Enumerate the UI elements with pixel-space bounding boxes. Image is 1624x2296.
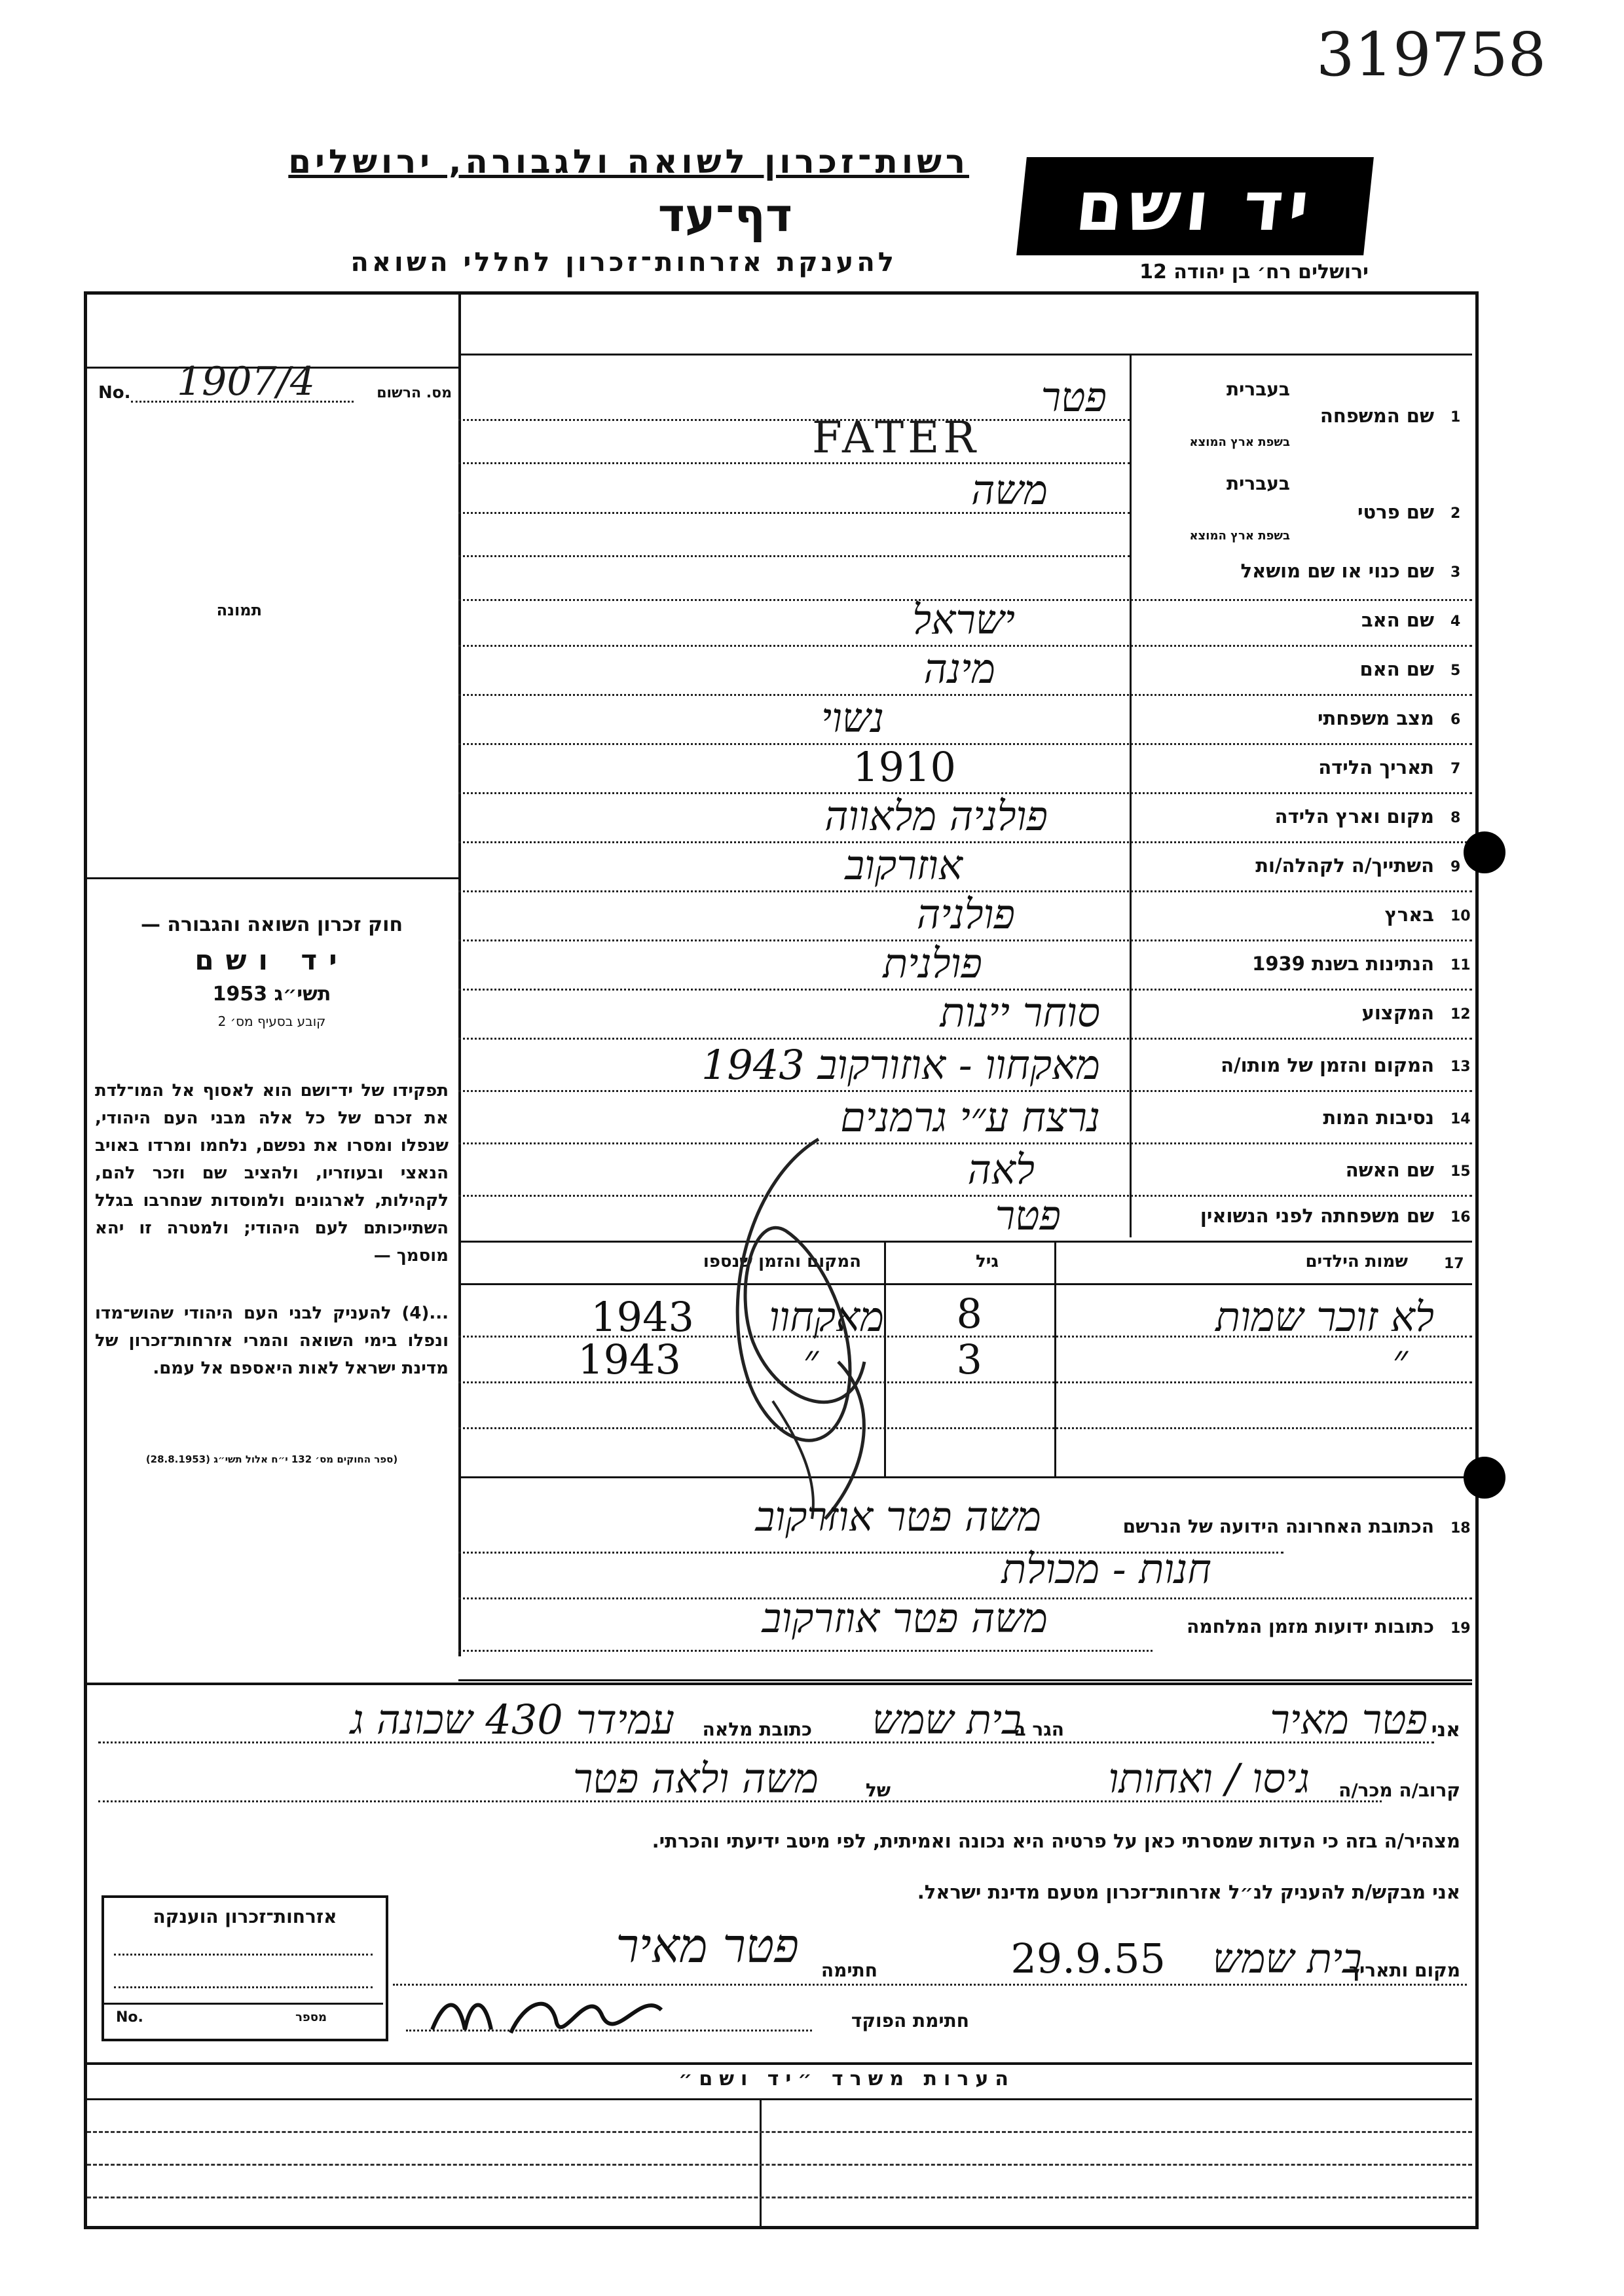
child-2-age: 3	[956, 1336, 982, 1383]
field-11-number: 11	[1450, 957, 1471, 974]
child-1-name: לא זוכר שמות	[1215, 1293, 1434, 1341]
pen-scribble	[655, 1126, 930, 1532]
resides-label: הגר ב	[1014, 1719, 1064, 1740]
field-7-value: 1910	[853, 743, 956, 791]
field-14-number: 14	[1450, 1111, 1471, 1127]
field-18-label: הכתובת האחרונה הידועה של הנרשם	[1122, 1516, 1434, 1537]
law-name: יד ושם	[194, 944, 349, 976]
field-9-value: אוזרקוב	[845, 841, 963, 889]
field-7-number: 7	[1450, 761, 1461, 777]
child-1-age: 8	[956, 1290, 982, 1338]
field-18-value-1: משה פטר אוזרקוב	[755, 1493, 1041, 1540]
field-17-col-age: גיל	[975, 1252, 999, 1271]
field-10-number: 10	[1450, 908, 1471, 924]
yad-vashem-logo	[1016, 157, 1374, 255]
law-paragraph-1: תפקידו של יד־ושם הוא לאסוף אל המו־לדת את זכרם של כל אלה מבני העם היהודי, שנפלו ומסרו את נפשם, נלחמו ומרדו באויב הנאצי ובעוזריו, ולהציב שם וזכר להם, לקהילות, לארגונים ולמוסדות שנחרבו בגלל השתייכותם לעם היהודי; ולמטרה זו יהא מוסמך —	[95, 1081, 449, 1266]
field-8-number: 8	[1450, 810, 1461, 826]
field-19-number: 19	[1450, 1620, 1471, 1637]
official-signature-label: חתימת הפוקד	[851, 2010, 969, 2032]
field-18-number: 18	[1450, 1520, 1471, 1537]
child-1-year: 1943	[591, 1293, 694, 1341]
relation: גיסו / ואחותו	[1108, 1755, 1310, 1802]
declaration-ani: אני	[1431, 1719, 1460, 1741]
field-19-value: משה פטר אוזרקוב	[762, 1594, 1048, 1642]
punch-hole-top	[1464, 831, 1505, 873]
authority-name: רשות־זכרון לשואה ולגבורה, ירושלים	[288, 143, 969, 181]
law-footnote: (ספר החוקים מס׳ 132 י״ח אלול תשי״ג (28.8.1953)	[145, 1453, 398, 1465]
field-2-sub-he: בעברית	[1226, 473, 1290, 494]
field-4-number: 4	[1450, 613, 1461, 630]
stamp-box-title: אזרחות־זכרון הוענקה	[153, 1906, 337, 1927]
field-6-label: מצב משפחתי	[1317, 707, 1434, 729]
field-1-value-native: FATER	[812, 412, 980, 463]
relative-label: קרוב/ה מכר/ה	[1338, 1779, 1460, 1801]
field-3-label: שם כנוי או שם מושאל	[1240, 560, 1434, 582]
field-5-label: שם האם	[1359, 658, 1434, 680]
field-2-number: 2	[1450, 505, 1461, 522]
relative-of: משה ולאה פטר	[572, 1755, 819, 1802]
field-1-value-he: פטר	[1041, 373, 1107, 421]
child-1-place: מאקחוו	[769, 1293, 884, 1341]
declarant-city: בית שמש	[872, 1696, 1022, 1743]
field-16-number: 16	[1450, 1209, 1471, 1226]
field-4-value: ישראל	[912, 596, 1015, 644]
field-2-value-he: משה	[971, 466, 1048, 514]
declaration-date: 29.9.55	[1010, 1935, 1166, 1982]
field-17-number: 17	[1444, 1256, 1464, 1272]
form-title: דף־עד	[657, 189, 792, 242]
field-5-number: 5	[1450, 663, 1461, 679]
child-2-name: ״	[1392, 1336, 1408, 1383]
place-date-label: מקום ותאריך	[1348, 1959, 1460, 1981]
punch-hole-bottom	[1464, 1457, 1505, 1499]
field-2-label: שם פרטי	[1357, 501, 1434, 523]
field-5-value: מינה	[923, 645, 995, 693]
declaration-request: אני מבקש/ת להעניק לנ״ל אזרחות־זכרון מטעם מדינת ישראל.	[917, 1881, 1460, 1903]
field-6-value: נשוי	[821, 694, 884, 742]
signature-label: חתימה	[821, 1959, 877, 1981]
address-label: כתובת מלאה	[702, 1719, 812, 1740]
field-11-label: הנתינות בשנת 1939	[1252, 953, 1434, 975]
declaration-statement: מצהיר/ה בזה כי העדות שמסרתי כאן על פרטיה היא נכונה ואמיתית, לפי מיטב ידיעתי והכרתי.	[652, 1830, 1460, 1852]
field-6-number: 6	[1450, 712, 1461, 728]
form-subtitle: להענקת אזרחות־זכרון לחללי השואה	[350, 247, 897, 278]
field-16-label: שם משפחתה לפני הנשואין	[1200, 1205, 1434, 1227]
field-10-label: בארץ	[1384, 903, 1434, 926]
archive-number: 319758	[1316, 20, 1547, 90]
field-14-label: נסיבות המות	[1323, 1106, 1434, 1129]
field-11-value: פולנית	[883, 939, 982, 987]
field-16-value: פטר	[995, 1192, 1061, 1239]
field-1-sub-native: בשפת ארץ המוצא	[1189, 435, 1290, 449]
law-block	[98, 913, 445, 1029]
field-13-label: המקום והזמן של מותו/ה	[1221, 1054, 1434, 1076]
stamp-box-number-label: מספר	[295, 2011, 327, 2024]
field-17-label: שמות הילדים	[1305, 1252, 1408, 1271]
child-2-place: ״	[803, 1336, 819, 1383]
field-7-label: תאריך הלידה	[1318, 756, 1434, 778]
declaration-place: בית שמש	[1212, 1935, 1362, 1982]
field-14-value: נרצח ע״י גרמנים	[840, 1093, 1100, 1141]
field-13-value: מאקחוו - אוזורקוב 1943	[701, 1041, 1100, 1089]
field-9-label: השתייך/ה לקהלה/ות	[1255, 854, 1434, 877]
registration-en-label: No.	[98, 383, 131, 403]
law-year: תשי״ג 1953	[212, 983, 331, 1006]
declarant-address: עמידר 430 שכונה ג	[350, 1696, 674, 1743]
field-15-label: שם האשה	[1345, 1159, 1434, 1181]
address: ירושלים רח׳ בן יהודה 12	[1139, 261, 1369, 283]
field-15-number: 15	[1450, 1163, 1471, 1180]
official-signature	[426, 1971, 701, 2049]
logo-text: יד ושם	[1072, 166, 1318, 246]
law-section: קובע בסעיף מס׳ 2	[217, 1013, 326, 1029]
photo-label: תמונה	[216, 601, 262, 619]
of-label: של	[865, 1779, 891, 1801]
stamp-box-no-label: No.	[116, 2009, 143, 2026]
field-18-value-2: חנות - מכולת	[1001, 1545, 1211, 1593]
field-4-label: שם האב	[1361, 609, 1434, 631]
citizenship-stamp-box	[101, 1895, 388, 2041]
declarant-name: פטר מאיר	[1270, 1696, 1428, 1743]
field-12-value: סוחר יינות	[940, 989, 1100, 1036]
field-19-label: כתובות ידועות מזמן המלחמה	[1187, 1616, 1434, 1637]
registration-number: 1907/4	[177, 359, 316, 405]
field-3-number: 3	[1450, 564, 1461, 581]
field-1-label: שם המשפחה	[1320, 405, 1434, 427]
field-9-number: 9	[1450, 859, 1461, 875]
field-8-label: מקום וארץ הלידה	[1274, 805, 1434, 828]
registration-he-label: מס. הרשום	[377, 385, 452, 401]
law-paragraph-2: ...(4) להעניק לבני העם היהודי שהוש־מדו ונפלו בימי השואה והמרי אזרחות־זכרון של מדינת ישראל לאות היאספם אל עמם.	[95, 1303, 449, 1378]
field-10-value: פולניה	[916, 890, 1015, 938]
field-17-col-place: המקום והזמן שנספו	[703, 1252, 861, 1271]
child-2-year: 1943	[578, 1336, 681, 1383]
law-title: חוק זכרון השואה והגבורה —	[140, 913, 403, 936]
field-12-label: המקצוע	[1361, 1002, 1434, 1024]
field-12-number: 12	[1450, 1006, 1471, 1023]
office-notes-title: הערות משרד ״יד ושם״	[678, 2068, 1015, 2090]
field-1-number: 1	[1450, 409, 1461, 426]
field-15-value: לאה	[967, 1146, 1035, 1194]
field-2-sub-native: בשפת ארץ המוצא	[1189, 529, 1290, 543]
field-8-value: פולניה מלאווה	[824, 792, 1048, 840]
declarant-signature: פטר מאיר	[616, 1918, 799, 1973]
field-1-sub-he: בעברית	[1226, 378, 1290, 400]
field-13-number: 13	[1450, 1059, 1471, 1075]
